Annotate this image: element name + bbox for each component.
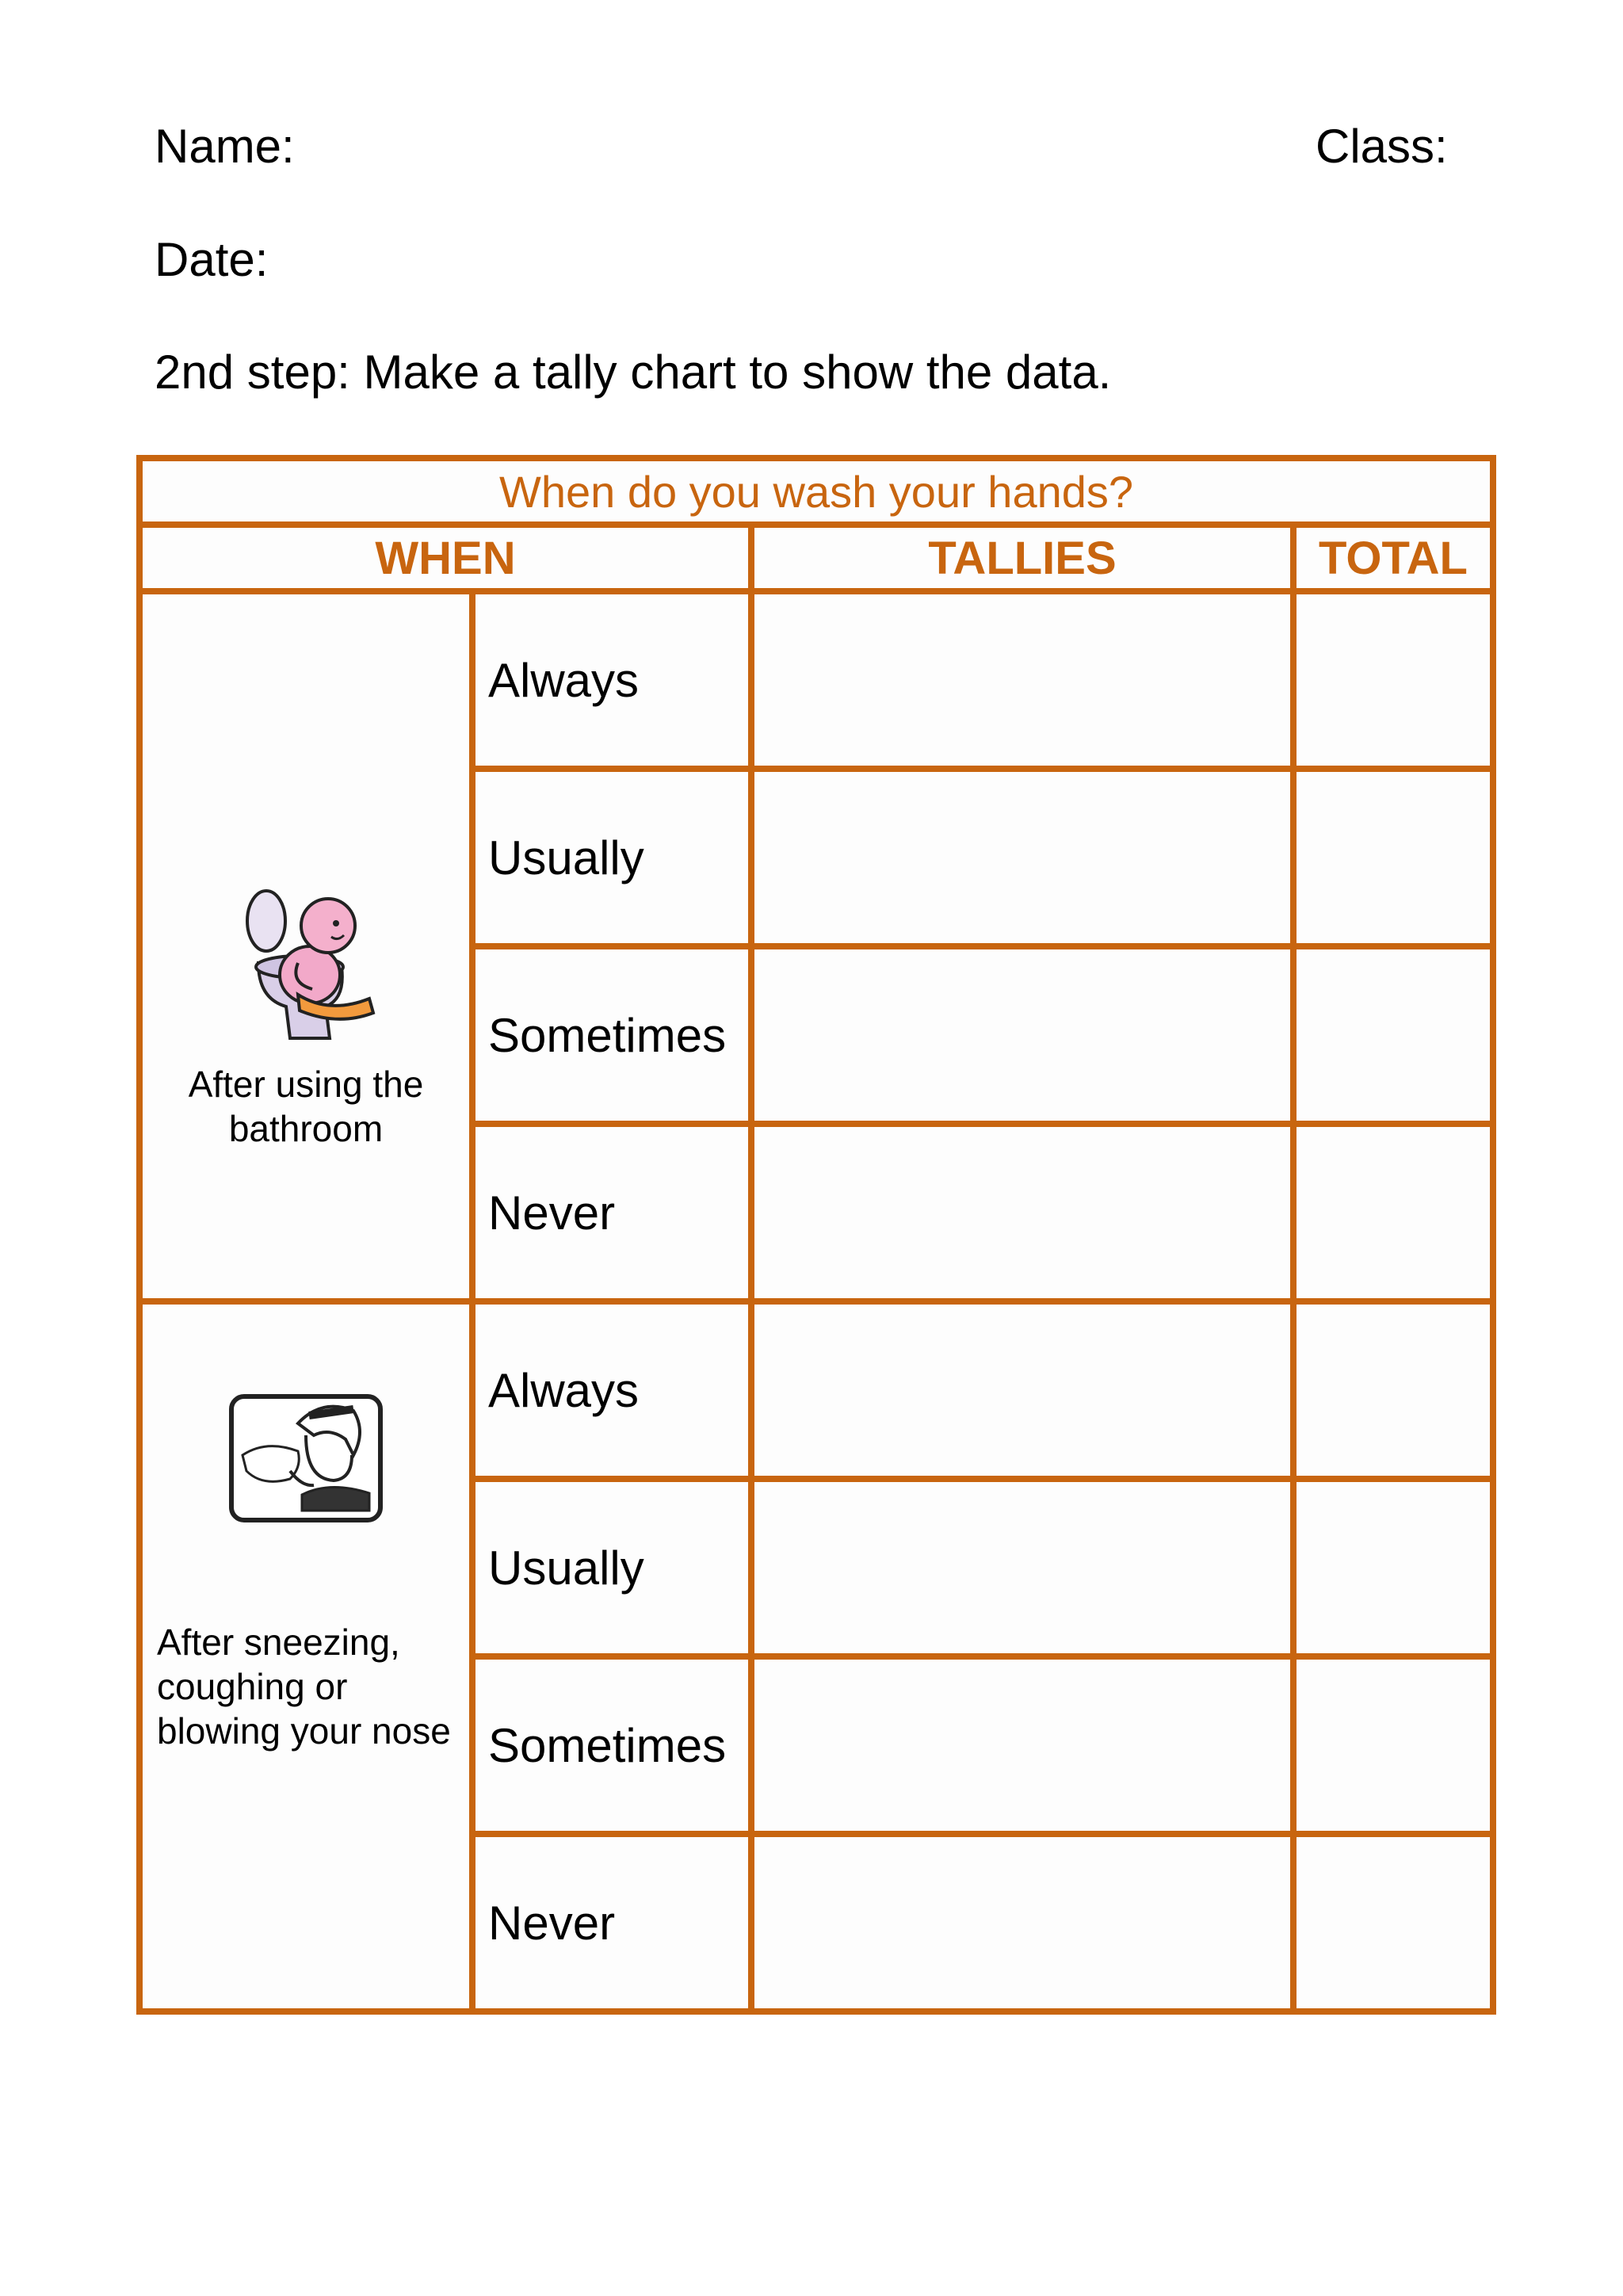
tallies-cell[interactable] — [751, 1479, 1293, 1656]
frequency-label: Sometimes — [472, 1656, 751, 1834]
total-cell[interactable] — [1293, 946, 1493, 1124]
tallies-cell[interactable] — [751, 1124, 1293, 1301]
total-cell[interactable] — [1293, 1834, 1493, 2011]
tallies-cell[interactable] — [751, 1301, 1293, 1479]
table-row — [139, 591, 1493, 769]
sneezing-person-icon — [227, 1392, 385, 1526]
group-caption-bathroom: After using the bathroom — [188, 1064, 424, 1149]
group-caption-sneezing: After sneezing, coughing or blowing your nose — [157, 1622, 451, 1752]
frequency-label: Usually — [472, 1479, 751, 1656]
frequency-label: Always — [472, 1301, 751, 1479]
total-cell[interactable] — [1293, 1301, 1493, 1479]
total-cell[interactable] — [1293, 1124, 1493, 1301]
group-cell-sneezing — [139, 1301, 472, 2011]
column-header-tallies: TALLIES — [751, 525, 1293, 591]
tally-chart-table — [136, 455, 1496, 2015]
frequency-label: Never — [472, 1834, 751, 2011]
total-cell[interactable] — [1293, 1656, 1493, 1834]
total-cell[interactable] — [1293, 1479, 1493, 1656]
column-header-total: TOTAL — [1293, 525, 1493, 591]
tallies-cell[interactable] — [751, 591, 1293, 769]
group-cell-bathroom — [139, 591, 472, 1301]
name-label: Name: — [155, 120, 295, 173]
class-label: Class: — [1316, 120, 1448, 173]
frequency-label: Never — [472, 1124, 751, 1301]
table-row — [139, 1301, 1493, 1479]
tallies-cell[interactable] — [751, 946, 1293, 1124]
total-cell[interactable] — [1293, 591, 1493, 769]
tallies-cell[interactable] — [751, 1656, 1293, 1834]
tallies-cell[interactable] — [751, 1834, 1293, 2011]
table-title: When do you wash your hands? — [139, 458, 1493, 525]
frequency-label: Sometimes — [472, 946, 751, 1124]
total-cell[interactable] — [1293, 769, 1493, 946]
column-header-when: WHEN — [139, 525, 751, 591]
child-on-toilet-icon — [242, 888, 385, 1046]
date-label: Date: — [155, 233, 269, 286]
instruction-text: 2nd step: Make a tally chart to show the data. — [155, 346, 1112, 399]
frequency-label: Usually — [472, 769, 751, 946]
frequency-label: Always — [472, 591, 751, 769]
tallies-cell[interactable] — [751, 769, 1293, 946]
